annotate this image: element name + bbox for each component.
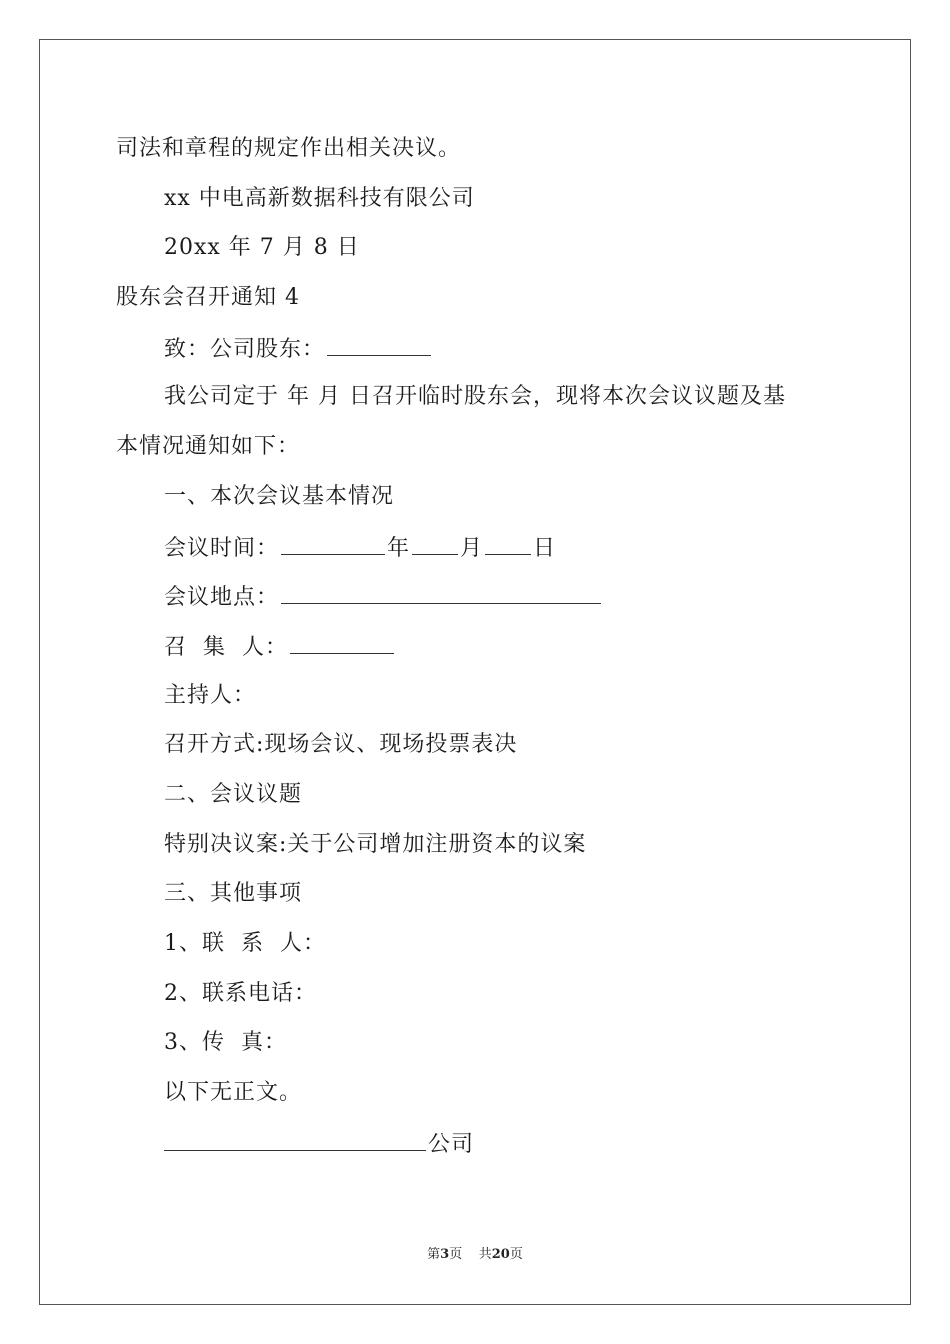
addressee-label: 致：公司股东： bbox=[164, 337, 326, 362]
day-label: 日 bbox=[533, 536, 557, 561]
page-suffix: 页 bbox=[509, 1247, 523, 1262]
meeting-month-blank bbox=[412, 532, 458, 555]
convener-label: 召 集 人： bbox=[164, 635, 288, 660]
section-heading: 股东会召开通知 4 bbox=[116, 285, 300, 310]
subheading-1: 一、本次会议基本情况 bbox=[164, 484, 395, 509]
total-page-number: 20 bbox=[491, 1247, 510, 1262]
page-footer bbox=[0, 1246, 950, 1264]
contact-person-line: 1、联 系 人： bbox=[164, 931, 326, 956]
resolution-line: 特别决议案:关于公司增加注册资本的议案 bbox=[164, 832, 587, 857]
convener-line bbox=[164, 631, 396, 663]
addressee-blank bbox=[327, 333, 431, 356]
date-line: 20xx 年 7 月 8 日 bbox=[164, 235, 360, 260]
text-line-7: 本情况通知如下： bbox=[116, 434, 301, 459]
text-line-1: 司法和章程的规定作出相关决议。 bbox=[116, 136, 462, 161]
subheading-2: 二、会议议题 bbox=[164, 782, 303, 807]
year-label: 年 bbox=[387, 536, 411, 561]
page-mid-text: 页 共 bbox=[449, 1247, 492, 1262]
meeting-day-blank bbox=[485, 532, 531, 555]
month-label: 月 bbox=[460, 536, 484, 561]
meeting-year-blank bbox=[281, 532, 385, 555]
page-prefix: 第 bbox=[427, 1247, 441, 1262]
meeting-place-label: 会议地点： bbox=[164, 585, 280, 610]
meeting-time-label: 会议时间： bbox=[164, 536, 280, 561]
contact-phone-line: 2、联系电话： bbox=[164, 981, 317, 1006]
meeting-place-blank bbox=[281, 581, 601, 604]
convener-blank bbox=[290, 631, 394, 654]
signature-line bbox=[164, 1128, 474, 1160]
method-line: 召开方式:现场会议、现场投票表决 bbox=[164, 732, 518, 757]
end-note: 以下无正文。 bbox=[164, 1080, 303, 1105]
company-suffix: 公司 bbox=[428, 1132, 475, 1157]
company-blank bbox=[164, 1128, 426, 1151]
addressee-line bbox=[164, 333, 433, 365]
host-line: 主持人： bbox=[164, 683, 257, 708]
company-name: xx 中电高新数据科技有限公司 bbox=[164, 186, 475, 211]
fax-line: 3、传 真： bbox=[164, 1030, 287, 1055]
text-line-6: 我公司定于 年 月 日召开临时股东会，现将本次会议议题及基 bbox=[164, 384, 786, 409]
meeting-place-line bbox=[164, 581, 603, 613]
meeting-time-line bbox=[164, 532, 556, 564]
page-border bbox=[39, 39, 911, 1305]
current-page-number: 3 bbox=[440, 1247, 450, 1262]
subheading-3: 三、其他事项 bbox=[164, 881, 303, 906]
